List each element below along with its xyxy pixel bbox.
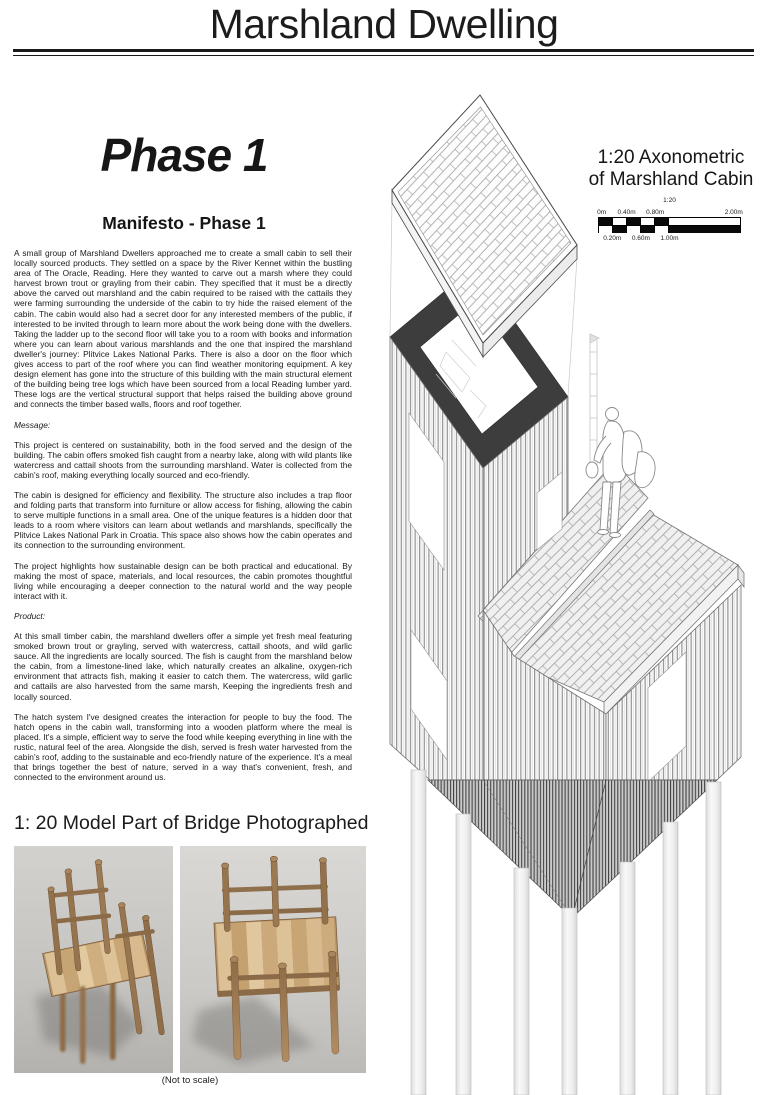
photo-caption: (Not to scale) <box>161 1075 219 1086</box>
page-title: Marshland Dwelling <box>209 1 559 47</box>
product-label: Product: <box>14 610 46 621</box>
stilt <box>411 770 426 1095</box>
product-paragraph-2: The hatch system I've designed creates the interaction for people to buy the food. The hatch opens in the cabin wall, transforming into a wooden platform where the meal is placed. It's a simple, efficient way to serve the food while keeping everything in line with the rustic, natural feel of the area. Alongside the dish, served is fresh water harvested from the cabin's roof, adding to the sustainable and eco-friendly nature of the experience. It's a meal that brings together the best of nature, served in a way that's convenient, fresh, and connected to the environment around us. <box>14 711 352 783</box>
bridge-model-photo-1 <box>14 846 173 1073</box>
stilt <box>514 868 529 1095</box>
axon-heading-line1: 1:20 Axonometric <box>597 147 745 168</box>
model-photos-heading: 1: 20 Model Part of Bridge Photographed <box>14 812 369 834</box>
intro-paragraph: A small group of Marshland Dwellers approached me to create a small cabin to sell their locally sourced products. They settled on a space by the River Kennet within the bustling area of The Oracle, Reading. Here they wanted to carve out a marsh where they could harvest brown trout or grayling from their cabin. They specified that it must be a directly above the carved out marshland and the cabin required to be raised with the cattails they were farming surrounding the underside of the cabin to try hide the raised element of the cabin. The cabin would also had a secret door for any interested members of the public, if interested to be invited through to learn more about the work being done with the dwellers. Taking the ladder up to the second floor will take you to a room with books and information where you can learn about various marshlands and the one that inspired the marshland dweller's journey: Plitvice Lakes National Parks. There is also a door on the floor which gives access to part of the roof where you can find weather monitoring equipment. A key design element has gone into the structure of this building with the main structural element of the building being tree logs which have been sourced from a local Reading lumber yard. These logs are the vertical structural support that helps raised the building above ground and connects the timber based walls, floors and roof together. <box>14 248 352 410</box>
person-head <box>606 408 619 421</box>
bridge-model-photo-2 <box>180 846 366 1073</box>
person-hand-bag <box>586 462 598 478</box>
person-hanging-bag <box>635 452 655 488</box>
product-paragraph-1: At this small timber cabin, the marshland dwellers offer a simple yet fresh meal featuring smoked brown trout or grayling, served with watercress, cattail shoots, and wild garlic sauce. All the ingredients are locally sourced. The fish is caught from the marshland below the cabin, from a limestone-lined lake, which naturally creates an alkaline, oxygen-rich environment that attracts fish, making it easier to catch them. The watercress, wild garlic and cattails are also harvested from the same marsh, Keeping the ingredients fresh and locally sourced. <box>14 631 352 702</box>
scale-label: 0.60m <box>631 235 650 242</box>
manifesto-heading: Manifesto - Phase 1 <box>102 213 266 233</box>
stilt <box>663 822 678 1095</box>
scale-ratio-label: 1:20 <box>663 197 676 204</box>
roof-plank-field <box>398 107 571 335</box>
axonometric-drawing <box>374 85 768 1095</box>
message-paragraph-2: The cabin is designed for efficiency and flexibility. The structure also includes a trap floor and folding parts that transform into furniture or allow access for fishing, allowing the cabin to serve multiple functions in a small area. One of the unique features is a hidden door that leads to a room where visitors can learn about wetlands and marshlands, specifically the Plitvice Lakes National Park in Croatia. This space also shows how the cabin operates and its connection to the surrounding environment. <box>14 489 352 551</box>
stilt <box>562 908 577 1095</box>
message-paragraph-1: This project is centered on sustainability, both in the food served and the design of the building. The cabin offers smoked fish caught from a nearby lake, along with wild plants like watercress and cattail shoots from the surrounding marshland. Water is collected from the cabin's roof, making everything locally sourced and eco-friendly. <box>14 439 352 480</box>
roof-fascia-end <box>738 565 744 587</box>
title-rule <box>13 49 754 56</box>
message-label: Message: <box>14 419 51 430</box>
axon-heading-line2: of Marshland Cabin <box>588 169 754 190</box>
scale-label: 0m <box>597 209 607 216</box>
person-shoe-left <box>598 530 609 535</box>
scale-label: 1.00m <box>660 235 679 242</box>
manifesto-section <box>14 248 352 792</box>
phase-title: Phase 1 <box>100 129 268 181</box>
scale-label: 2.00m <box>724 209 743 216</box>
stilt <box>456 814 471 1095</box>
message-paragraph-3: The project highlights how sustainable design can be both practical and educational. By making the most of space, materials, and local resources, the cabin promotes thoughtful living while encouraging a deeper connection to the natural world and the way people interact with it. <box>14 560 352 601</box>
scale-label: 0.20m <box>603 235 622 242</box>
stilt <box>620 862 635 1095</box>
person-shoe-right <box>610 533 621 538</box>
scale-label: 0.40m <box>617 209 636 216</box>
stilt <box>706 782 721 1095</box>
scale-label: 0.80m <box>646 209 665 216</box>
